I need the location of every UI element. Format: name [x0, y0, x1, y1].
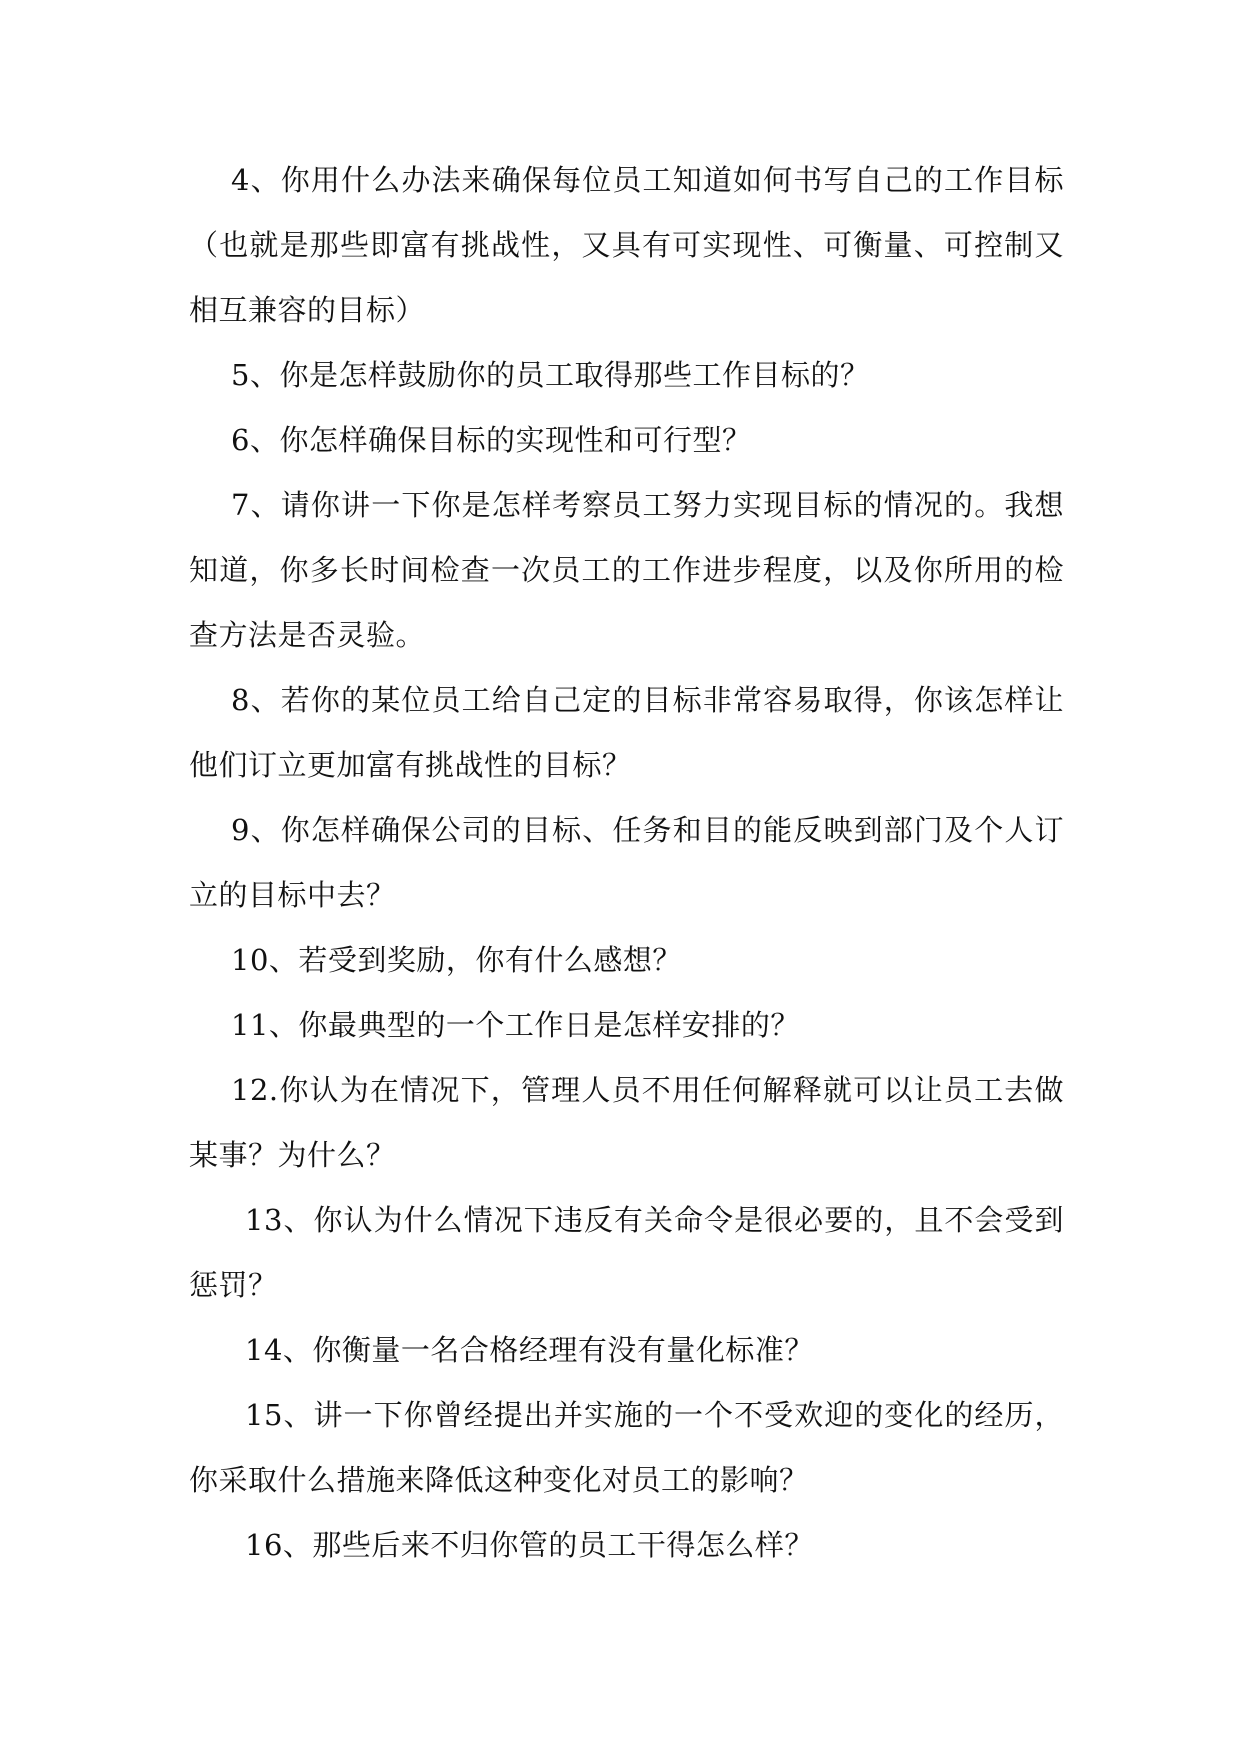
question-8: 8、若你的某位员工给自己定的目标非常容易取得，你该怎样让他们订立更加富有挑战性的目标？ — [189, 683, 1064, 782]
question-11: 11、你最典型的一个工作日是怎样安排的？ — [231, 1008, 800, 1042]
question-4: 4、你用什么办法来确保每位员工知道如何书写自己的工作目标（也就是那些即富有挑战性，又具有可实现性、可衡量、可控制又相互兼容的目标） — [189, 163, 1064, 327]
question-9: 9、你怎样确保公司的目标、任务和目的能反映到部门及个人订立的目标中去？ — [189, 813, 1064, 912]
question-14: 14、你衡量一名合格经理有没有量化标准？ — [245, 1333, 814, 1367]
question-16: 16、那些后来不归你管的员工干得怎么样？ — [245, 1528, 814, 1562]
question-6: 6、你怎样确保目标的实现性和可行型？ — [231, 423, 752, 457]
question-5: 5、你是怎样鼓励你的员工取得那些工作目标的？ — [231, 358, 870, 392]
question-10: 10、若受到奖励，你有什么感想？ — [231, 943, 682, 977]
question-7: 7、请你讲一下你是怎样考察员工努力实现目标的情况的。我想知道，你多长时间检查一次员工的工作进步程度，以及你所用的检查方法是否灵验。 — [189, 488, 1064, 652]
question-13: 13、你认为什么情况下违反有关命令是很必要的，且不会受到惩罚？ — [189, 1203, 1064, 1302]
document-body — [189, 148, 1064, 1578]
question-15: 15、讲一下你曾经提出并实施的一个不受欢迎的变化的经历，你采取什么措施来降低这种变化对员工的影响？ — [189, 1398, 1064, 1497]
question-12: 12.你认为在情况下，管理人员不用任何解释就可以让员工去做某事？为什么？ — [189, 1073, 1064, 1172]
